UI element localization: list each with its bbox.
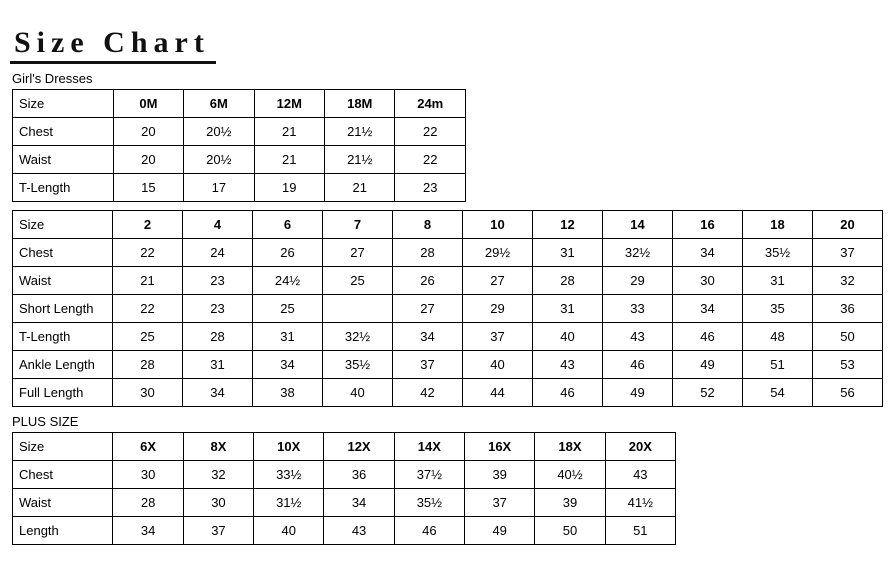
table-cell: 48 bbox=[743, 323, 813, 351]
table-cell: 37 bbox=[465, 489, 535, 517]
table-cell: 23 bbox=[395, 174, 466, 202]
column-header: 2 bbox=[113, 211, 183, 239]
column-header: 10X bbox=[254, 433, 324, 461]
table-cell: 19 bbox=[254, 174, 324, 202]
table-cell: 54 bbox=[743, 379, 813, 407]
table-cell: 40 bbox=[533, 323, 603, 351]
table-cell: 21 bbox=[254, 146, 324, 174]
table-cell: 37 bbox=[463, 323, 533, 351]
table-cell: 32 bbox=[183, 461, 253, 489]
column-header: 20 bbox=[813, 211, 883, 239]
table-cell: 22 bbox=[395, 146, 466, 174]
table-cell: 33½ bbox=[254, 461, 324, 489]
page-title: Size Chart bbox=[10, 8, 216, 64]
table-cell: 21 bbox=[113, 267, 183, 295]
table-cell: 20 bbox=[113, 118, 183, 146]
column-header: Size bbox=[13, 433, 113, 461]
row-header: Full Length bbox=[13, 379, 113, 407]
table-cell: 31 bbox=[743, 267, 813, 295]
table-cell: 46 bbox=[673, 323, 743, 351]
table-cell: 35 bbox=[743, 295, 813, 323]
column-header: 18X bbox=[535, 433, 605, 461]
table-header-row bbox=[13, 211, 883, 239]
table-cell: 25 bbox=[253, 295, 323, 323]
table-cell: 32 bbox=[813, 267, 883, 295]
table-cell: 24 bbox=[183, 239, 253, 267]
column-header: 16 bbox=[673, 211, 743, 239]
table-cell: 20½ bbox=[184, 146, 254, 174]
table-cell: 50 bbox=[535, 517, 605, 545]
table-girls-sizes bbox=[12, 210, 883, 407]
table-header-row bbox=[13, 433, 676, 461]
table-cell: 15 bbox=[113, 174, 183, 202]
column-header: 12 bbox=[533, 211, 603, 239]
column-header: 18 bbox=[743, 211, 813, 239]
table-cell: 28 bbox=[113, 489, 183, 517]
table-cell: 56 bbox=[813, 379, 883, 407]
table-cell: 23 bbox=[183, 295, 253, 323]
row-header: Chest bbox=[13, 461, 113, 489]
table-cell: 30 bbox=[113, 461, 183, 489]
table-cell: 37 bbox=[813, 239, 883, 267]
table-girls-dresses bbox=[12, 89, 466, 202]
table-cell: 34 bbox=[253, 351, 323, 379]
table-cell: 35½ bbox=[743, 239, 813, 267]
table-cell: 30 bbox=[673, 267, 743, 295]
table-cell: 17 bbox=[184, 174, 254, 202]
table-row bbox=[13, 379, 883, 407]
table-cell bbox=[323, 295, 393, 323]
table-cell: 28 bbox=[533, 267, 603, 295]
table-cell: 44 bbox=[463, 379, 533, 407]
table-cell: 51 bbox=[743, 351, 813, 379]
table-cell: 40 bbox=[463, 351, 533, 379]
column-header: Size bbox=[13, 211, 113, 239]
table-cell: 21 bbox=[325, 174, 395, 202]
table-cell: 20½ bbox=[184, 118, 254, 146]
table-cell: 40 bbox=[254, 517, 324, 545]
table-cell: 39 bbox=[535, 489, 605, 517]
table-plus-size bbox=[12, 432, 676, 545]
table-cell: 37½ bbox=[394, 461, 464, 489]
table-cell: 39 bbox=[465, 461, 535, 489]
table-row bbox=[13, 295, 883, 323]
column-header: 18M bbox=[325, 90, 395, 118]
table-cell: 35½ bbox=[394, 489, 464, 517]
table-cell: 46 bbox=[394, 517, 464, 545]
table-cell: 49 bbox=[673, 351, 743, 379]
table-row bbox=[13, 323, 883, 351]
row-header: Waist bbox=[13, 267, 113, 295]
table-header-row bbox=[13, 90, 466, 118]
table-cell: 34 bbox=[324, 489, 394, 517]
table-cell: 40 bbox=[323, 379, 393, 407]
table-cell: 50 bbox=[813, 323, 883, 351]
table-cell: 43 bbox=[603, 323, 673, 351]
table-row bbox=[13, 351, 883, 379]
table-cell: 31 bbox=[253, 323, 323, 351]
column-header: 12M bbox=[254, 90, 324, 118]
table-cell: 37 bbox=[393, 351, 463, 379]
column-header: 8 bbox=[393, 211, 463, 239]
table-cell: 36 bbox=[813, 295, 883, 323]
table-cell: 31½ bbox=[254, 489, 324, 517]
table-cell: 34 bbox=[673, 295, 743, 323]
column-header: 20X bbox=[605, 433, 675, 461]
table-cell: 22 bbox=[395, 118, 466, 146]
table-cell: 36 bbox=[324, 461, 394, 489]
table-row bbox=[13, 239, 883, 267]
column-header: 4 bbox=[183, 211, 253, 239]
table-row bbox=[13, 174, 466, 202]
section-label-plus-size: PLUS SIZE bbox=[12, 414, 79, 429]
table-cell: 21 bbox=[254, 118, 324, 146]
table-cell: 41½ bbox=[605, 489, 675, 517]
table-cell: 53 bbox=[813, 351, 883, 379]
table-cell: 22 bbox=[113, 239, 183, 267]
row-header: Short Length bbox=[13, 295, 113, 323]
table-cell: 33 bbox=[603, 295, 673, 323]
table-row bbox=[13, 489, 676, 517]
table-cell: 34 bbox=[183, 379, 253, 407]
table-cell: 27 bbox=[393, 295, 463, 323]
column-header: 10 bbox=[463, 211, 533, 239]
table-row bbox=[13, 517, 676, 545]
table-cell: 43 bbox=[324, 517, 394, 545]
row-header: Waist bbox=[13, 489, 113, 517]
table-cell: 43 bbox=[605, 461, 675, 489]
table-cell: 37 bbox=[183, 517, 253, 545]
table-cell: 29 bbox=[463, 295, 533, 323]
table-cell: 24½ bbox=[253, 267, 323, 295]
table-row bbox=[13, 267, 883, 295]
table-cell: 51 bbox=[605, 517, 675, 545]
table-cell: 25 bbox=[113, 323, 183, 351]
row-header: Ankle Length bbox=[13, 351, 113, 379]
table-cell: 46 bbox=[603, 351, 673, 379]
column-header: 14 bbox=[603, 211, 673, 239]
row-header: T-Length bbox=[13, 174, 114, 202]
spacer bbox=[0, 202, 888, 210]
table-cell: 20 bbox=[113, 146, 183, 174]
column-header: 6X bbox=[113, 433, 183, 461]
table-cell: 34 bbox=[393, 323, 463, 351]
table-cell: 27 bbox=[323, 239, 393, 267]
table-cell: 26 bbox=[393, 267, 463, 295]
column-header: 6M bbox=[184, 90, 254, 118]
table-cell: 29½ bbox=[463, 239, 533, 267]
table-cell: 22 bbox=[113, 295, 183, 323]
section-label-girls-dresses: Girl's Dresses bbox=[12, 71, 93, 86]
table-row bbox=[13, 146, 466, 174]
table-cell: 21½ bbox=[325, 146, 395, 174]
table-cell: 34 bbox=[113, 517, 183, 545]
table-cell: 42 bbox=[393, 379, 463, 407]
table-cell: 35½ bbox=[323, 351, 393, 379]
column-header: 24m bbox=[395, 90, 466, 118]
row-header: T-Length bbox=[13, 323, 113, 351]
row-header: Length bbox=[13, 517, 113, 545]
table-cell: 25 bbox=[323, 267, 393, 295]
table-cell: 31 bbox=[183, 351, 253, 379]
row-header: Waist bbox=[13, 146, 114, 174]
column-header: 0M bbox=[113, 90, 183, 118]
table-cell: 30 bbox=[183, 489, 253, 517]
column-header: 6 bbox=[253, 211, 323, 239]
column-header: 14X bbox=[394, 433, 464, 461]
table-cell: 26 bbox=[253, 239, 323, 267]
table-cell: 49 bbox=[603, 379, 673, 407]
column-header: 12X bbox=[324, 433, 394, 461]
table-cell: 21½ bbox=[325, 118, 395, 146]
table-cell: 27 bbox=[463, 267, 533, 295]
table-cell: 34 bbox=[673, 239, 743, 267]
column-header: Size bbox=[13, 90, 114, 118]
table-cell: 32½ bbox=[323, 323, 393, 351]
table-cell: 29 bbox=[603, 267, 673, 295]
table-cell: 23 bbox=[183, 267, 253, 295]
table-cell: 43 bbox=[533, 351, 603, 379]
table-row bbox=[13, 118, 466, 146]
table-row bbox=[13, 461, 676, 489]
table-cell: 40½ bbox=[535, 461, 605, 489]
table-cell: 28 bbox=[183, 323, 253, 351]
row-header: Chest bbox=[13, 118, 114, 146]
row-header: Chest bbox=[13, 239, 113, 267]
table-cell: 31 bbox=[533, 295, 603, 323]
table-cell: 28 bbox=[393, 239, 463, 267]
table-cell: 28 bbox=[113, 351, 183, 379]
column-header: 16X bbox=[465, 433, 535, 461]
column-header: 7 bbox=[323, 211, 393, 239]
column-header: 8X bbox=[183, 433, 253, 461]
table-cell: 46 bbox=[533, 379, 603, 407]
table-cell: 31 bbox=[533, 239, 603, 267]
table-cell: 32½ bbox=[603, 239, 673, 267]
table-cell: 49 bbox=[465, 517, 535, 545]
table-cell: 52 bbox=[673, 379, 743, 407]
table-cell: 38 bbox=[253, 379, 323, 407]
table-cell: 30 bbox=[113, 379, 183, 407]
